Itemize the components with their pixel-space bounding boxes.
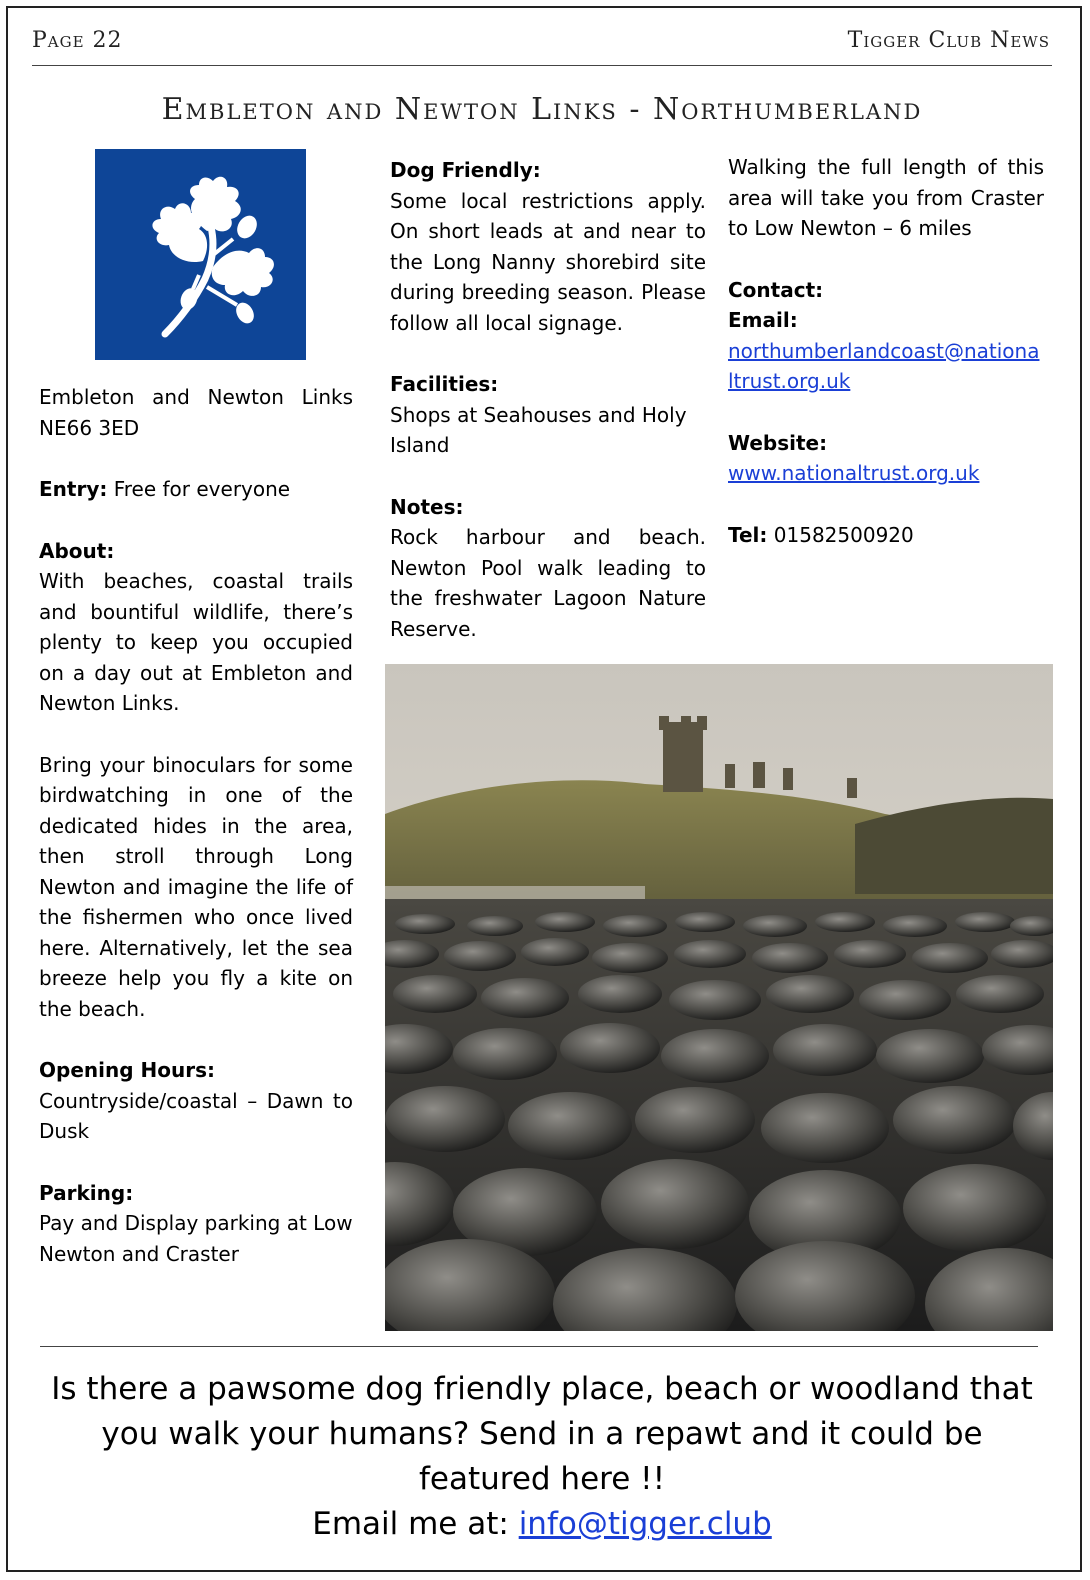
entry-label: Entry: <box>39 477 108 501</box>
entry-value: Free for everyone <box>113 477 291 501</box>
parking-label: Parking: <box>39 1180 134 1205</box>
newsletter-name: Tigger Club News <box>847 28 1050 53</box>
email-link[interactable]: northumberlandcoast@nationaltrust.org.uk <box>728 338 1040 393</box>
about-text: With beaches, coastal trails and bountiful wildlife, there’s plenty to keep you occupied on a day out at Embleton and Newton Links. <box>39 569 353 715</box>
address: Embleton and Newton Links NE66 3ED <box>39 385 353 440</box>
opening-hours-label: Opening Hours: <box>39 1058 215 1082</box>
dog-friendly-value: Some local restrictions apply. On short leads at and near to the Long Nanny shorebird site during breeding season. Please follow all local signage. <box>390 188 706 335</box>
about-label: About: <box>39 538 115 563</box>
left-column <box>39 382 353 1269</box>
national-trust-logo <box>95 149 306 360</box>
tel-label: Tel: <box>728 522 768 547</box>
email-label: Email: <box>728 308 798 332</box>
page-number: Page 22 <box>32 28 123 53</box>
notes-value: Rock harbour and beach. Newton Pool walk leading to the freshwater Lagoon Nature Reserve. <box>390 525 706 641</box>
oak-leaf-icon <box>95 149 306 360</box>
opening-hours-value: Countryside/coastal – Dawn to Dusk <box>39 1088 353 1143</box>
promo-email-link[interactable]: info@tigger.club <box>518 1506 772 1542</box>
promo-email-prefix: Email me at: <box>312 1506 509 1542</box>
promo-email-line <box>32 1502 1052 1547</box>
facilities-label: Facilities: <box>390 372 499 396</box>
website-link[interactable]: www.nationaltrust.org.uk <box>728 461 980 485</box>
entry <box>39 474 353 505</box>
promo-box <box>32 1367 1052 1547</box>
beach-castle-photo <box>385 664 1053 1331</box>
dog-friendly-label: Dog Friendly: <box>390 158 541 182</box>
header-divider <box>32 65 1052 66</box>
telephone <box>728 520 1044 551</box>
tel-value: 01582500920 <box>773 522 914 547</box>
article-title: Embleton and Newton Links - Northumberland <box>161 92 923 127</box>
promo-text: Is there a pawsome dog friendly place, beach or woodland that you walk your humans? Send in a repawt and it could be featured here !! <box>51 1371 1033 1497</box>
promo-divider <box>40 1346 1038 1347</box>
contact-label: Contact: <box>728 277 824 302</box>
parking-value: Pay and Display parking at Low Newton and Craster <box>39 1211 353 1266</box>
website-label: Website: <box>728 430 828 455</box>
notes-label: Notes: <box>390 494 464 519</box>
middle-column <box>390 155 706 644</box>
right-column <box>728 152 1044 550</box>
about-text-2: Bring your binoculars for some birdwatching in one of the dedicated hides in the area, then stroll through Long Newton and imagine the life of the fishermen who once lived here. Alternatively, let the sea breeze help you fly a kite on the beach. <box>39 752 353 1021</box>
walk-text: Walking the full length of this area will take you from Craster to Low Newton – 6 miles <box>728 155 1044 240</box>
facilities-value: Shops at Seahouses and Holy Island <box>390 402 687 457</box>
